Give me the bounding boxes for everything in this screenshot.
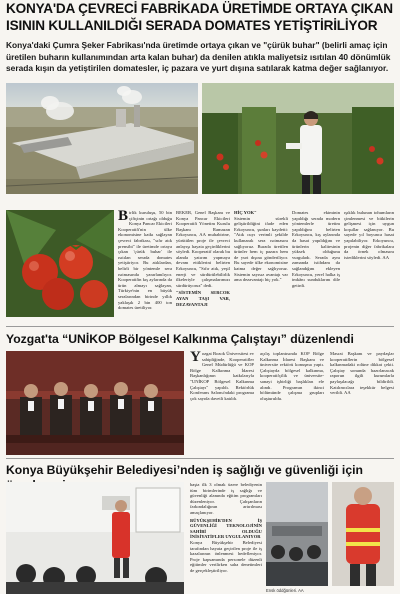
article3-headline: Konya Büyükşehir Belediyesi’nden iş sağlığı ve güvenliği için <box>6 463 363 477</box>
workshop-panel-photo <box>6 351 184 455</box>
safety-vest-photo <box>332 482 394 586</box>
safety-training-image <box>6 482 184 594</box>
article1-deck: Konya'daki Çumra Şeker Fabrikası'nda üretimde ortaya çıkan ve "çürük buhar" (belirli amaç için üretilen buharın kullanımından arta kalan buhar) da denilen atıkla maliyetsiz ısıtılan 40 dönümlük serada kışın da yetiştirilen domatesler, iç pazara ve yurt dışına satılarak katma değer sağlanıyor. <box>6 40 391 73</box>
section-divider-2 <box>6 458 394 459</box>
article1-column-1 <box>118 210 172 322</box>
article1-column-5 <box>344 210 394 322</box>
article1-column-4-text: Domates ekiminin yapıldığı serada modern yöntemlerle üretim yapıldığını belirten Erkoyuncu, kış aylarında da hasat yapıldığını ve ürünlerin kalitesinin yüksek olduğunu vurguladı. Serada aynı zamanda istihdam da sağlandığını ekleyen Erkoyuncu, yerel halka iş imkânı sunduklarını dile getirdi. <box>292 210 340 288</box>
article2-column-3-text: Masrai Başkanı ve paydaşlar kooperatiflerin bölgesel kalkınmadaki rolüne dikkat çekti. Çalıştay sonunda hazırlanacak raporun ilgili kurumlarla paylaşılacağı bildirildi. Katılımcılara teşekkür belgesi verildi. AA <box>330 351 394 396</box>
safety-vest-image <box>332 482 394 586</box>
tomato-closeup-photo <box>6 210 114 317</box>
workshop-panel-image <box>6 351 184 455</box>
meeting-room-photo <box>266 482 328 586</box>
article1-column-1-text: irlik kuruluşu, 50 bin çiftçinin ortağı olduğu Konya Pancar Ekicileri Kooperatifi'nin ülke ekonomisine katkı sağlayan çevreci fabrikası, "sıfır atık prensibi" ile üretimde ortaya çıkan 'çürük buhar' ile ısıtılan serada domates yetiştiriyor. Bu atıklardan, belirli bir yöntemle sera ısıtmasında yararlanılıyor. Kooperatifin kış aylarında da ürün almayı sağlayan, Türkiye'nin en büyük seralarından birinde yıllık yaklaşık 2 bin 400 ton domates üretiliyor. <box>118 210 172 311</box>
factory-aerial-photo <box>6 83 198 194</box>
article2-column-2 <box>260 351 324 455</box>
article3-caption: Ensk öddğünleri. AA <box>266 588 304 593</box>
tomato-closeup-image <box>6 210 114 317</box>
article2-headline: Yozgat'ta “UNİKOP Bölgesel Kalkınma Çalıştayı” düzenlendi <box>6 332 354 346</box>
article1-column-3-text: Sistemin sürekli geliştirildiğini ifade eden Erkoyuncu, şunları kaydetti: "Atık ısıyı verimli şekilde kullanarak sera ısıtmasını sağlıyoruz. Burada üretilen ürünler hem iç pazara hem de yurt dışına gönderiliyor. Bu sayede ülke ekonomisine katma değer sağlıyoruz. Sistemin sayısız avantajı var ama dezavantajı hiç yok." <box>234 215 288 283</box>
article1-dropcap: B <box>118 210 129 224</box>
article1-headline <box>6 0 394 34</box>
article2-column-3 <box>330 351 394 455</box>
greenhouse-worker-photo <box>202 83 394 194</box>
section-divider-1 <box>6 326 394 327</box>
article3-column-2-text: Konya Büyükşehir Belediyesi tarafından hayata geçirilen proje ile iş kazalarının önlenmesi hedefleniyor. Proje kapsamında personele düzenli eğitimler verilirken saha denetimleri de gerçekleştiriliyor. <box>190 539 262 573</box>
safety-training-photo <box>6 482 184 594</box>
article1-column-5-text: ışıklık bulunan tohumların çimlenmesi ve bitkilerin gelişmesi için uygun koşullar sağlanıyor. Bu sayede yıl boyunca hasat yapılabiliyor. Erkoyuncu, projenin diğer fabrikalara da örnek olmasını istediklerini söyledi. AA <box>344 210 394 260</box>
article1-headline-line1: KONYA'DA ÇEVRECİ FABRİKADA ÜRETİMDE ORTAYA ÇIKAN <box>6 1 393 16</box>
article1-column-3-subhead: HİÇ YOK" <box>234 210 257 215</box>
article2-column-1 <box>190 351 254 455</box>
article3-column-1-text: başta ilk 3 olmak üzere belediyenin tüm birimlerinde iş sağlığı ve güvenliği alanında eğitim programları düzenleniyor. Çalışanların farkındalığının artırılması amaçlanıyor. <box>190 482 262 515</box>
greenhouse-worker-image <box>202 83 394 194</box>
article1-column-3 <box>234 210 288 322</box>
article2-column-2-text: açılış toplantısında KOP Bölge Kalkınma İdaresi Başkanı ve üniversite rektörü konuşma yaptı. Çalıştayda bölgesel kalkınma, kooperatifçilik ve üniversite-sanayi işbirliği başlıkları ele alındı. Programın ikinci bölümünde çalışma grupları oluşturuldu. <box>260 351 324 401</box>
meeting-room-image <box>266 482 328 586</box>
article1-column-2 <box>176 210 230 322</box>
article1-headline-line2: ISININ KULLANILDIĞI SERADA DOMATES YETİŞTİRİLİYOR <box>6 18 378 33</box>
article3-column-1-subhead: BÜYÜKŞEHİR'DEN İŞ GÜVENLİĞİ TEKNOLOJİNİN SAHİBİ OLDUĞU İNİSİYATİFLER UYGULANIYOR <box>190 517 262 540</box>
article2-column-1-text: ozgat Bozok Üniversitesi ev sahipliğinde, Kooperatifler Genel Müdürlüğü ve KOP Bölge Kalkınma İdaresi Başkanlığının katkılarıyla "UNİKOP Bölgesel Kalkınma Çalıştayı" yapıldı. Rektörlük Konferans Salonu'ndaki programa çok sayıda davetli katıldı. <box>190 351 254 401</box>
factory-aerial-image <box>6 83 198 194</box>
article3-column-1 <box>190 482 262 594</box>
article1-column-2-text: BEKER, Genel Başkanı ve Konya Pancar Ekicileri Kooperatifi Yönetim Kurulu Başkanı Ramazan Erkoyuncu, AA muhabirine, yürütülen proje ile çevreci anlayışı hayata geçirdiklerini söyledi. Kooperatif olarak bu alanda yatırım yapmaya devam ettiklerini belirten Erkoyuncu, "Sıfır atık, yeşil enerji ve sürdürülebilirlik ilkeleriyle çalışmalarımızı sürdürüyoruz" dedi. <box>176 210 230 288</box>
article1-column-4 <box>292 210 340 322</box>
article2-dropcap: Y <box>190 351 201 365</box>
article1-column-2-subhead: "SİSTEMİN SERCOK AYAN TAŞI VAR, DEZAVANTAJI <box>176 290 230 307</box>
